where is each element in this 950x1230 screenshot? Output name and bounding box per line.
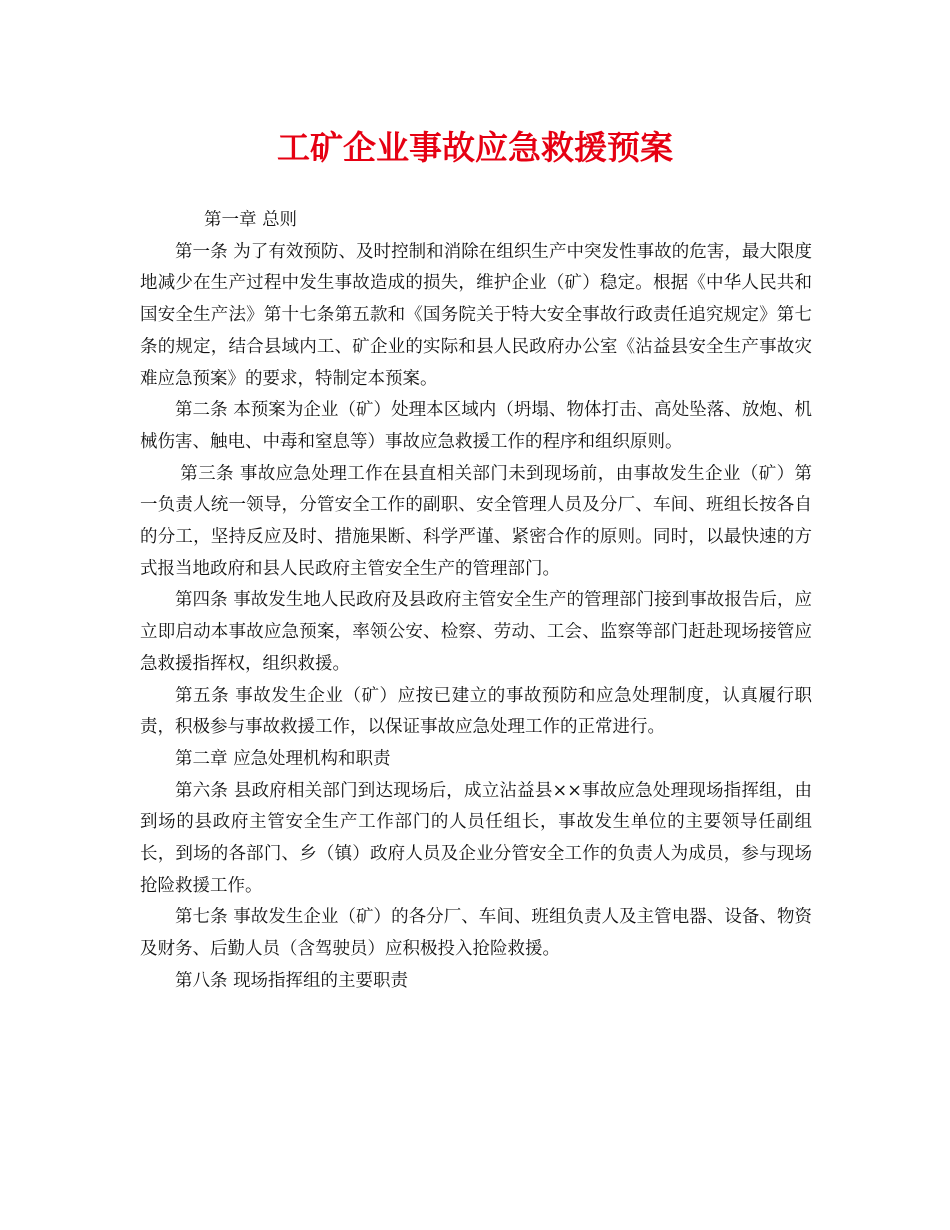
article-paragraph: 第五条 事故发生企业（矿）应按已建立的事故预防和应急处理制度，认真履行职责，积极参与事故救援工作，以保证事故应急处理工作的正常进行。: [140, 685, 812, 738]
document-title: 工矿企业事故应急救援预案: [277, 128, 673, 167]
article-paragraph: 第一条 为了有效预防、及时控制和消除在组织生产中突发性事故的危害，最大限度地减少在生产过程中发生事故造成的损失，维护企业（矿）稳定。根据《中华人民共和国安全生产法》第十七条第五款和《国务院关于特大安全事故行政责任追究规定》第七条的规定，结合县域内工、矿企业的实际和县人民政府办公室《沾益县安全生产事故灾难应急预案》的要求，特制定本预案。: [140, 241, 812, 389]
article-paragraph: 第二条 本预案为企业（矿）处理本区域内（坍塌、物体打击、高处坠落、放炮、机械伤害、触电、中毒和窒息等）事故应急救援工作的程序和组织原则。: [140, 400, 812, 452]
chapter-heading: 第二章 应急处理机构和职责: [175, 748, 391, 769]
section-heading: 第八条 现场指挥组的主要职责: [175, 970, 409, 991]
chapter-heading: 第一章 总则: [204, 210, 298, 230]
article-paragraph: 第四条 事故发生地人民政府及县政府主管安全生产的管理部门接到事故报告后，应立即启动本事故应急预案，率领公安、检察、劳动、工会、监察等部门赶赴现场接管应急救援指挥权，组织救援。: [140, 590, 812, 674]
document-body: [140, 205, 812, 998]
article-paragraph: 第六条 县政府相关部门到达现场后，成立沾益县××事故应急处理现场指挥组，由到场的县政府主管安全生产工作部门的人员任组长，事故发生单位的主要领导任副组长，到场的各部门、乡（镇）政府人员及企业分管安全工作的负责人为成员，参与现场抢险救援工作。: [140, 780, 812, 896]
article-paragraph: 第七条 事故发生企业（矿）的各分厂、车间、班组负责人及主管电器、设备、物资及财务、后勤人员（含驾驶员）应积极投入抢险救援。: [140, 907, 812, 960]
article-paragraph: 第三条 事故应急处理工作在县直相关部门未到现场前，由事故发生企业（矿）第一负责人统一领导，分管安全工作的副职、安全管理人员及分厂、车间、班组长按各自的分工，坚持反应及时、措施果断、科学严谨、紧密合作的原则。同时，以最快速的方式报当地政府和县人民政府主管安全生产的管理部门。: [140, 463, 812, 579]
